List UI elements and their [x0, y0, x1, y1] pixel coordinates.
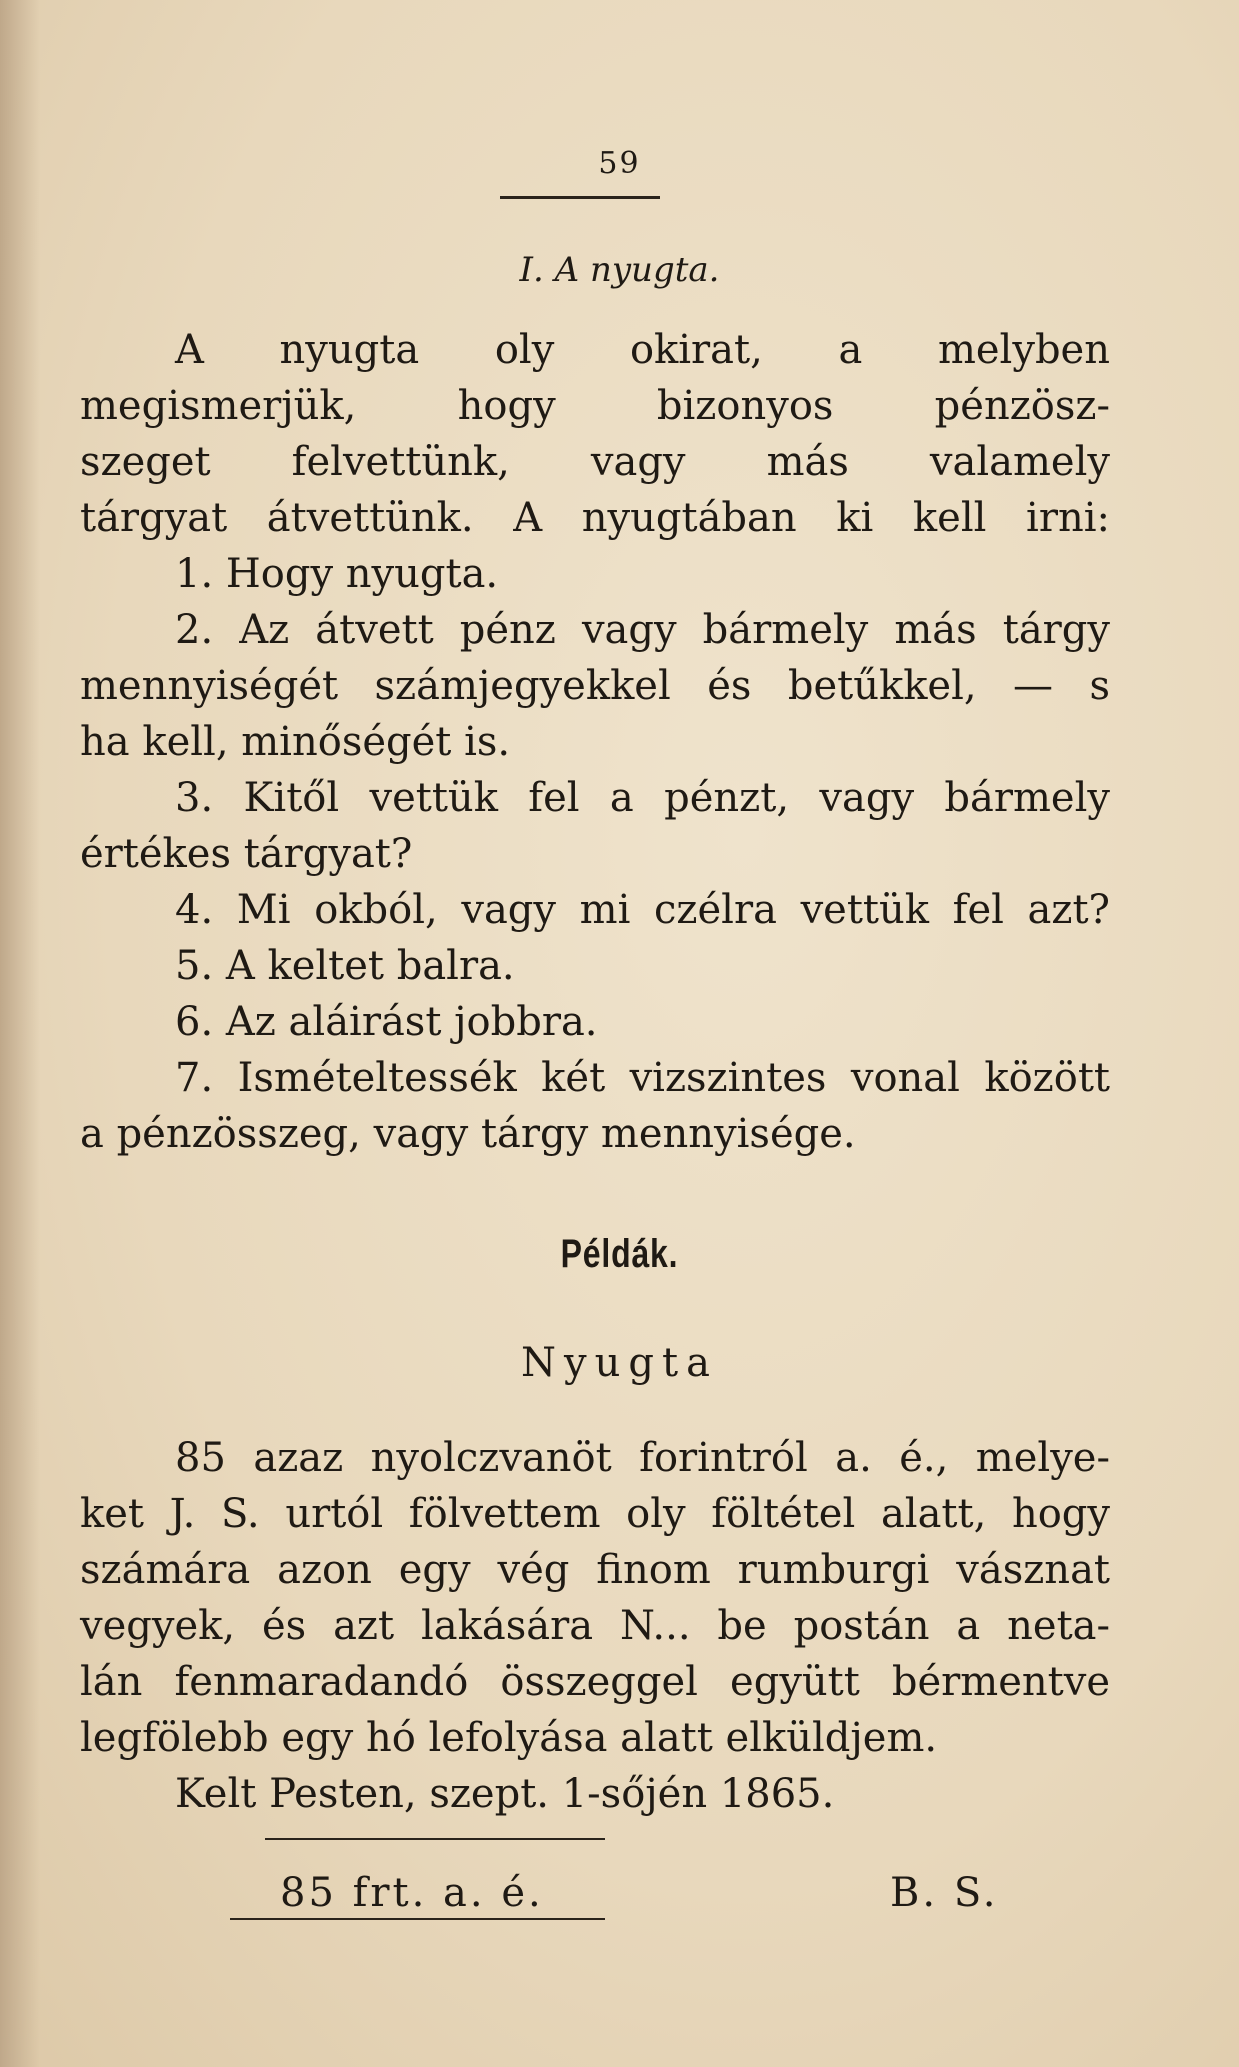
body-line: tárgyat átvettünk. A nyugtában ki kell irni: — [80, 495, 1110, 541]
body-line: 4. Mi okból, vagy mi czélra vettük fel azt? — [175, 887, 1110, 933]
examples-heading: Példák. — [560, 1232, 679, 1276]
receipt-line: vegyek, és azt lakására N... be postán a neta- — [80, 1603, 1110, 1649]
body-line: 2. Az átvett pénz vagy bármely más tárgy — [175, 607, 1110, 653]
page-number: 59 — [598, 146, 641, 181]
header-rule — [500, 196, 660, 199]
body-line: 3. Kitől vettük fel a pénzt, vagy bármely — [175, 775, 1110, 821]
body-line: megismerjük, hogy bizonyos pénzösz- — [80, 383, 1110, 429]
body-line: A nyugta oly okirat, a melyben — [175, 327, 1110, 373]
body-line: 5. A keltet balra. — [175, 943, 515, 989]
body-line: 7. Ismételtessék két vizszintes vonal között — [175, 1055, 1110, 1101]
receipt-signature: B. S. — [890, 1870, 999, 1916]
receipt-line: számára azon egy vég finom rumburgi vásznat — [80, 1547, 1110, 1593]
receipt-line: Kelt Pesten, szept. 1-sőjén 1865. — [175, 1771, 835, 1817]
receipt-line: legfölebb egy hó lefolyása alatt elküldjem. — [80, 1715, 938, 1761]
receipt-line: ket J. S. urtól fölvettem oly föltétel alatt, hogy — [80, 1491, 1110, 1537]
receipt-title: Nyugta — [521, 1340, 718, 1386]
amount-rule-bottom — [230, 1918, 605, 1920]
body-line: ha kell, minőségét is. — [80, 719, 511, 765]
body-line: szeget felvettünk, vagy más valamely — [80, 439, 1110, 485]
body-line: értékes tárgyat? — [80, 831, 413, 877]
receipt-line: 85 azaz nyolczvanöt forintról a. é., melye- — [175, 1435, 1110, 1481]
body-line: mennyiségét számjegyekkel és betűkkel, — s — [80, 663, 1110, 709]
body-line: a pénzösszeg, vagy tárgy mennyisége. — [80, 1111, 856, 1157]
body-line: 6. Az aláirást jobbra. — [175, 999, 598, 1045]
body-line: 1. Hogy nyugta. — [175, 551, 499, 597]
page-gutter-shadow — [0, 0, 40, 2067]
amount-rule-top — [265, 1838, 605, 1840]
receipt-amount: 85 frt. a. é. — [280, 1870, 544, 1916]
receipt-line: lán fenmaradandó összeggel együtt bérmentve — [80, 1659, 1110, 1705]
section-heading: I. A nyugta. — [519, 250, 720, 290]
